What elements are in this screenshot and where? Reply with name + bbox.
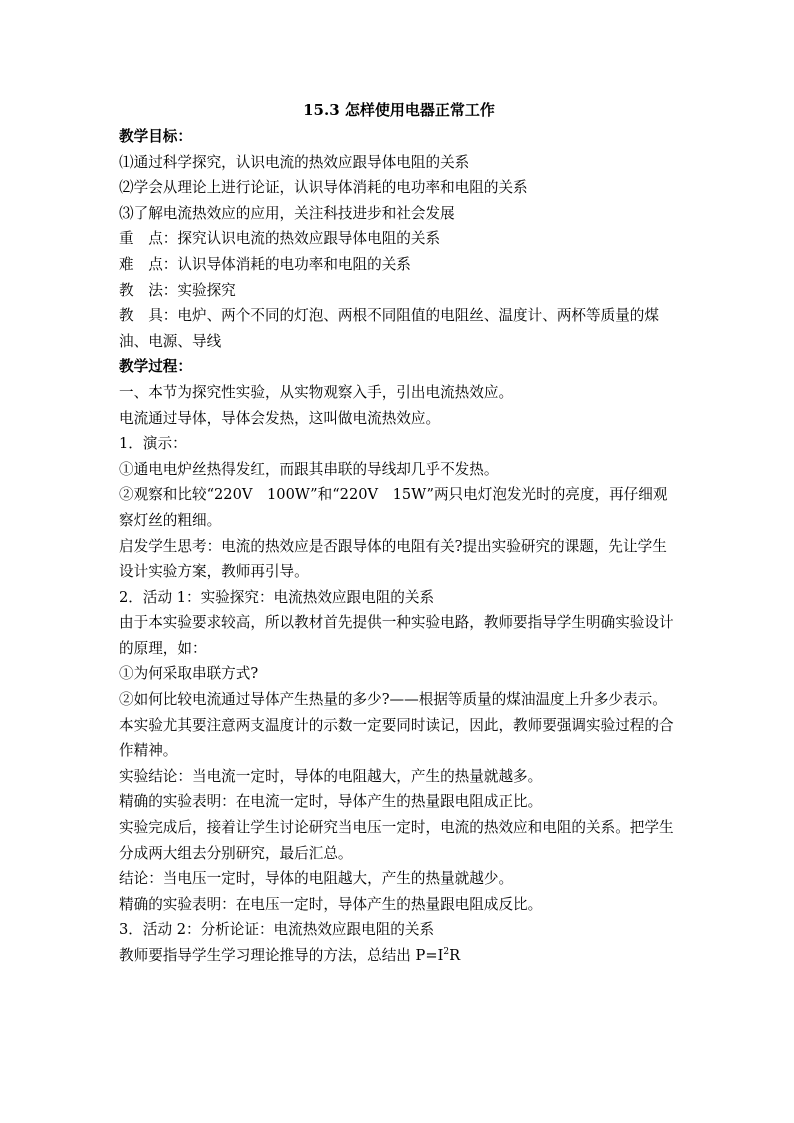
process-paragraph: ②观察和比较“220V 100W”和“220V 15W”两只电灯泡发光时的亮度，再仔细观察灯丝的粗细。 xyxy=(119,486,668,529)
process-paragraph: 精确的实验表明：在电压一定时，导体产生的热量跟电阻成反比。 xyxy=(119,895,543,913)
process-paragraph: 1．演示： xyxy=(119,435,187,453)
process-paragraph: 实验结论：当电流一定时，导体的电阻越大，产生的热量就越多。 xyxy=(119,767,543,785)
teaching-method: 教 法：实验探究 xyxy=(119,281,236,299)
process-paragraph: 结论：当电压一定时，导体的电阻越大，产生的热量就越少。 xyxy=(119,870,514,888)
goal-item: ⑶了解电流热效应的应用，关注科技进步和社会发展 xyxy=(119,204,455,222)
process-paragraph: 实验完成后，接着让学生讨论研究当电压一定时，电流的热效应和电阻的关系。把学生分成两大组去分别研究，最后汇总。 xyxy=(119,819,674,862)
process-paragraph: ①为何采取串联方式? xyxy=(119,665,259,683)
goal-item: ⑴通过科学探究，认识电流的热效应跟导体电阻的关系 xyxy=(119,153,470,171)
formula-exponent: 2 xyxy=(443,947,450,958)
process-paragraph: 本实验尤其要注意两支温度计的示数一定要同时读记，因此，教师要强调实验过程的合作精神。 xyxy=(119,716,674,760)
formula-line-suffix: R xyxy=(449,947,461,964)
process-paragraph: 3．活动 2：分析论证：电流热效应跟电阻的关系 xyxy=(119,921,435,939)
formula-line xyxy=(119,943,679,969)
difficulty: 难 点：认识导体消耗的电功率和电阻的关系 xyxy=(119,255,411,273)
process-heading: 教学过程： xyxy=(119,358,192,376)
process-paragraph: 精确的实验表明：在电流一定时，导体产生的热量跟电阻成正比。 xyxy=(119,793,543,811)
key-point: 重 点：探究认识电流的热效应跟导体电阻的关系 xyxy=(119,230,441,248)
formula-line-text: 教师要指导学生学习理论推导的方法，总结出 P=I xyxy=(119,947,444,964)
process-paragraph: 一、本节为探究性实验，从实物观察入手，引出电流热效应。 xyxy=(119,383,514,401)
process-paragraph: 2．活动 1：实验探究：电流热效应跟电阻的关系 xyxy=(119,588,435,606)
document-page xyxy=(119,96,679,969)
process-paragraph: 电流通过导体，导体会发热，这叫做电流热效应。 xyxy=(119,409,441,427)
teaching-tools: 教 具：电炉、两个不同的灯泡、两根不同阻值的电阻丝、温度计、两杯等质量的煤油、电源、导线 xyxy=(119,307,659,350)
document-title: 15.3 怎样使用电器正常工作 xyxy=(303,101,495,119)
process-paragraph: ②如何比较电流通过导体产生热量的多少?——根据等质量的煤油温度上升多少表示。 xyxy=(119,691,667,709)
process-paragraph: ①通电电炉丝热得发红，而跟其串联的导线却几乎不发热。 xyxy=(119,460,499,478)
goal-item: ⑵学会从理论上进行论证，认识导体消耗的电功率和电阻的关系 xyxy=(119,179,528,197)
goals-heading: 教学目标： xyxy=(119,128,192,145)
process-paragraph: 由于本实验要求较高，所以教材首先提供一种实验电路，教师要指导学生明确实验设计的原理，如： xyxy=(119,614,674,657)
process-paragraph: 启发学生思考：电流的热效应是否跟导体的电阻有关?提出实验研究的课题，先让学生设计实验方案，教师再引导。 xyxy=(119,537,667,581)
